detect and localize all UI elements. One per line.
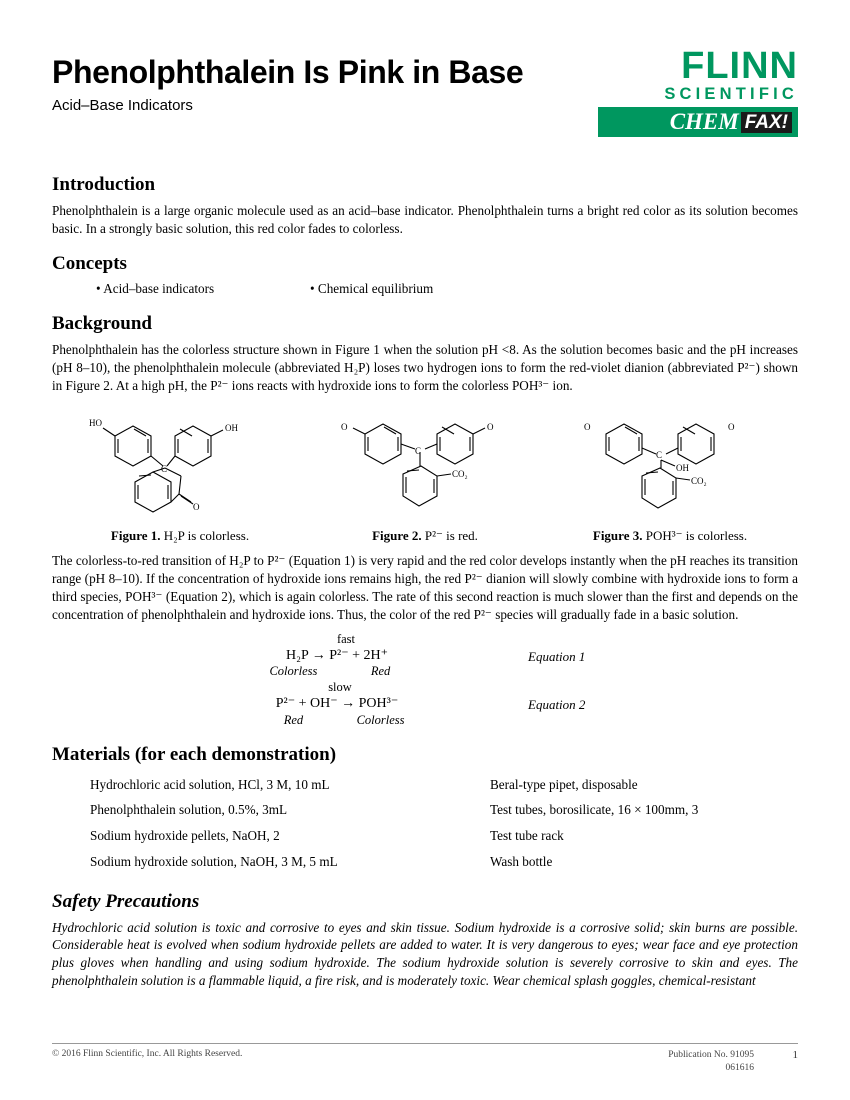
list-item: Beral-type pipet, disposable bbox=[490, 776, 638, 792]
figure-3-caption-text: POH³⁻ is colorless. bbox=[645, 528, 748, 544]
list-item: • Acid–base indicators bbox=[88, 281, 296, 297]
figure-3-number: Figure 3. bbox=[592, 528, 643, 544]
figure-1-caption-text: H₂P is colorless. bbox=[163, 528, 250, 544]
equation-2-body bbox=[172, 681, 502, 727]
equation-2-expression bbox=[172, 695, 502, 713]
list-item: Sodium hydroxide solution, NaOH, 3 M, 5 mL bbox=[90, 853, 338, 869]
materials-column-right bbox=[490, 772, 798, 875]
background-paragraph-1: Phenolphthalein has the colorless structure shown in Figure 1 when the solution pH <8. As the solution becomes basic and the pH increases (pH 8–10), the phenolphthalein molecule (abbreviated H₂P) loses two hydrogen ions to form the red-violet dianion (abbreviated P²⁻) shown in Figure 2. At a high pH, the P²⁻ ions reacts with hydroxide ions to form the colorless POH³⁻ ion. bbox=[52, 342, 798, 393]
page-title: Phenolphthalein Is Pink in Base bbox=[52, 54, 524, 90]
figure-2-number: Figure 2. bbox=[372, 528, 422, 544]
list-item: Hydrochloric acid solution, HCl, 3 M, 10 mL bbox=[90, 776, 330, 792]
list-item: • Chemical equilibrium bbox=[302, 281, 433, 297]
logo-chem-text: CHEM bbox=[669, 109, 739, 135]
figure-3-label-co2: CO₂ bbox=[691, 476, 707, 487]
figure-3-label-oh: OH bbox=[676, 463, 689, 474]
figure-3-label-c: C bbox=[656, 450, 663, 461]
figure-1-label-o: O bbox=[193, 502, 200, 513]
figure-1 bbox=[60, 404, 300, 544]
equation-2-right-label: Colorless bbox=[356, 712, 405, 727]
equations-block bbox=[52, 633, 798, 728]
figure-2 bbox=[305, 404, 545, 544]
equation-1-product: P²⁻ + 2H⁺ bbox=[329, 647, 389, 663]
phenolphthalein-dianion-diagram bbox=[325, 404, 525, 524]
section-heading-background: Background bbox=[52, 313, 152, 335]
figure-1-label-ho: HO bbox=[89, 418, 102, 429]
footer-copyright: © 2016 Flinn Scientific, Inc. All Rights Reserved. bbox=[52, 1049, 243, 1060]
equation-2-state-labels bbox=[172, 713, 502, 728]
footer-publication-info bbox=[668, 1049, 784, 1074]
list-item: Wash bottle bbox=[490, 853, 553, 869]
section-heading-introduction: Introduction bbox=[52, 174, 156, 195]
equation-1-left-label: Colorless bbox=[269, 664, 318, 679]
section-heading-materials: Materials (for each demonstration) bbox=[52, 743, 337, 765]
section-heading-safety: Safety Precautions bbox=[52, 890, 200, 912]
equation-1-right-label: Red bbox=[370, 664, 391, 679]
figure-2-caption bbox=[305, 528, 545, 544]
equation-2-product: POH³⁻ bbox=[358, 696, 399, 712]
equation-1-reactant: H₂P bbox=[285, 647, 309, 663]
figure-row bbox=[52, 404, 798, 544]
figure-3-caption bbox=[550, 528, 790, 544]
figure-2-label-co2: CO₂ bbox=[452, 469, 468, 480]
page-footer bbox=[52, 1043, 798, 1074]
introduction-text: Phenolphthalein is a large organic molecule used as an acid–base indicator. Phenolphthalein turns a bright red color as its solution becomes basic. In a strongly basic solution, this red color fades to colorless. bbox=[52, 203, 798, 236]
materials-column-left bbox=[52, 772, 490, 875]
figure-2-label-o-right: O bbox=[487, 422, 494, 433]
equation-1-state-labels bbox=[172, 664, 502, 679]
list-item: Phenolphthalein solution, 0.5%, 3mL bbox=[90, 802, 288, 818]
equation-1-rate: fast bbox=[336, 632, 356, 647]
phenolphthalein-carbinol-diagram bbox=[570, 404, 770, 524]
equation-2-reactant: P²⁻ + OH⁻ bbox=[275, 696, 338, 712]
equation-2-arrow: → bbox=[341, 696, 356, 712]
list-item: Sodium hydroxide pellets, NaOH, 2 bbox=[90, 828, 280, 844]
footer-publication-number: Publication No. 91095 bbox=[668, 1050, 754, 1061]
equation-2-rate: slow bbox=[328, 680, 352, 695]
logo-flinn-text: FLINN bbox=[681, 45, 798, 87]
materials-list bbox=[52, 772, 798, 875]
figure-2-caption-text: P²⁻ is red. bbox=[424, 528, 478, 544]
logo-scientific-text: SCIENTIFIC bbox=[664, 85, 798, 104]
figure-3 bbox=[550, 404, 790, 544]
section-heading-concepts: Concepts bbox=[52, 253, 127, 275]
equation-2-left-label: Red bbox=[283, 712, 304, 727]
list-item: Test tube rack bbox=[490, 828, 564, 844]
equation-1-number: Equation 1 bbox=[528, 649, 586, 665]
figure-1-number: Figure 1. bbox=[110, 528, 161, 544]
logo-chemfax-banner bbox=[598, 107, 798, 137]
footer-publication-code: 061616 bbox=[725, 1062, 754, 1073]
list-item: Test tubes, borosilicate, 16 × 100mm, 3 bbox=[490, 802, 699, 818]
equation-1-arrow: → bbox=[311, 647, 326, 663]
figure-1-label-oh: OH bbox=[225, 423, 238, 434]
figure-3-label-o-right: O bbox=[728, 422, 735, 433]
equation-1-body bbox=[172, 633, 502, 679]
footer-page-number: 1 bbox=[792, 1049, 798, 1062]
document-header bbox=[52, 45, 798, 158]
background-paragraph-2: The colorless-to-red transition of H₂P to P²⁻ (Equation 1) is very rapid and the red color develops instantly when the pH reaches its transition range (pH 8–10). If the concentration of hydroxide ions remains high, the red P²⁻ dianion will slowly combine with hydroxide ions to form a third species, POH³⁻ (Equation 2), which is again colorless. The rate of this second reaction is much slower than the first and depends on the concentration of phenolphthalein and hydroxide ions. Thus, the color of the red P²⁻ species will gradually fade in a basic solution. bbox=[52, 553, 798, 622]
flinn-logo bbox=[598, 45, 798, 137]
logo-fax-text: FAX! bbox=[741, 112, 792, 133]
figure-2-label-o-left: O bbox=[341, 422, 348, 433]
safety-text: Hydrochloric acid solution is toxic and corrosive to eyes and skin tissue. Sodium hydroxide is a corrosive solid; skin burns are possible. Considerable heat is evolved when sodium hydroxide pellets are added to water. It is very dangerous to eyes; wear face and eye protection plus gloves when handling and using sodium hydroxide. The sodium hydroxide solution is severely corrosive to skin and eyes. The phenolphthalein solution is a flammable liquid, a fire risk, and is moderately toxic. Wear chemical splash goggles, chemical-resistant bbox=[52, 919, 798, 988]
equation-row-2 bbox=[52, 681, 798, 727]
concepts-list bbox=[52, 281, 798, 297]
page-subtitle: Acid–Base Indicators bbox=[52, 97, 193, 114]
equation-row-1 bbox=[52, 633, 798, 679]
figure-1-caption bbox=[60, 528, 300, 544]
equation-2-number: Equation 2 bbox=[528, 697, 586, 713]
figure-2-label-c: C bbox=[415, 446, 422, 457]
phenolphthalein-structure-diagram bbox=[75, 404, 285, 524]
figure-1-label-c: C bbox=[161, 464, 168, 475]
figure-3-label-o-left: O bbox=[584, 422, 591, 433]
equation-1-expression bbox=[172, 647, 502, 665]
